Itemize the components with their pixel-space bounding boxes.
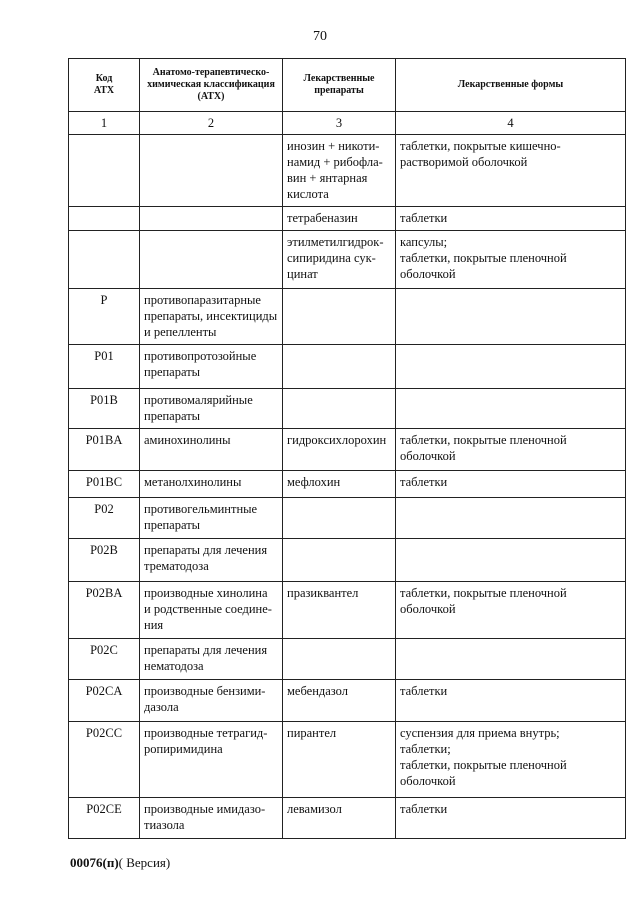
table-row: [69, 582, 626, 639]
table-row: [69, 798, 626, 839]
table-row: [69, 207, 626, 231]
table-row: [69, 345, 626, 389]
cell-drug: [283, 345, 396, 389]
cell-forms: таблетки, покрытые кишечно- растворимой оболочкой: [396, 135, 626, 207]
table-row: [69, 289, 626, 345]
header-drugs: Лекарственные препараты: [283, 59, 396, 112]
table-row: [69, 722, 626, 798]
cell-code: [69, 135, 140, 207]
column-number-row: [69, 112, 626, 135]
cell-forms: [396, 289, 626, 345]
table-row: [69, 135, 626, 207]
cell-atc: [140, 135, 283, 207]
atc-table: [68, 58, 626, 839]
cell-drug: мебендазол: [283, 680, 396, 722]
table-row: [69, 389, 626, 429]
version-label: ( Версия): [118, 855, 171, 870]
header-forms: Лекарственные формы: [396, 59, 626, 112]
table-row: [69, 639, 626, 680]
cell-atc: препараты для лечения трематодоза: [140, 539, 283, 582]
cell-atc: противопротозойные препараты: [140, 345, 283, 389]
cell-code: P01BC: [69, 471, 140, 498]
column-number: 2: [140, 112, 283, 135]
table-row: [69, 680, 626, 722]
header-atc: Анатомо-терапевтическо- химическая классификация (АТХ): [140, 59, 283, 112]
table-row: [69, 471, 626, 498]
cell-code: P02C: [69, 639, 140, 680]
cell-drug: инозин + никоти- намид + рибофла- вин + янтарная кислота: [283, 135, 396, 207]
cell-atc: противогельминтные препараты: [140, 498, 283, 539]
cell-atc: производные тетрагид- ропиримидина: [140, 722, 283, 798]
cell-code: P02CA: [69, 680, 140, 722]
cell-forms: капсулы; таблетки, покрытые пленочной оболочкой: [396, 231, 626, 289]
cell-drug: [283, 498, 396, 539]
cell-atc: метанолхинолины: [140, 471, 283, 498]
cell-atc: [140, 231, 283, 289]
header-row: [69, 59, 626, 112]
document-footer: [70, 855, 170, 871]
cell-atc: аминохинолины: [140, 429, 283, 471]
cell-code: [69, 207, 140, 231]
cell-forms: таблетки, покрытые пленочной оболочкой: [396, 429, 626, 471]
cell-atc: противопаразитарные препараты, инсектициды и репелленты: [140, 289, 283, 345]
cell-drug: [283, 539, 396, 582]
column-number: 3: [283, 112, 396, 135]
cell-forms: таблетки, покрытые пленочной оболочкой: [396, 582, 626, 639]
cell-drug: левамизол: [283, 798, 396, 839]
cell-atc: производные хинолина и родственные соедине- ния: [140, 582, 283, 639]
cell-forms: таблетки: [396, 471, 626, 498]
cell-forms: таблетки: [396, 798, 626, 839]
cell-drug: [283, 639, 396, 680]
cell-forms: таблетки: [396, 680, 626, 722]
cell-drug: [283, 389, 396, 429]
cell-code: P: [69, 289, 140, 345]
cell-forms: таблетки: [396, 207, 626, 231]
cell-drug: празиквантел: [283, 582, 396, 639]
cell-atc: производные имидазо- тиазола: [140, 798, 283, 839]
table-row: [69, 231, 626, 289]
cell-forms: [396, 345, 626, 389]
cell-code: P02: [69, 498, 140, 539]
cell-forms: [396, 498, 626, 539]
cell-atc: препараты для лечения нематодоза: [140, 639, 283, 680]
cell-drug: мефлохин: [283, 471, 396, 498]
cell-code: P02B: [69, 539, 140, 582]
cell-code: [69, 231, 140, 289]
column-number: 1: [69, 112, 140, 135]
cell-forms: [396, 639, 626, 680]
cell-forms: суспензия для приема внутрь; таблетки; таблетки, покрытые пленочной оболочкой: [396, 722, 626, 798]
table-row: [69, 429, 626, 471]
cell-code: P02BA: [69, 582, 140, 639]
header-code: Код АТХ: [69, 59, 140, 112]
cell-atc: [140, 207, 283, 231]
cell-drug: [283, 289, 396, 345]
page-number: 70: [313, 29, 327, 44]
cell-drug: гидроксихлорохин: [283, 429, 396, 471]
cell-drug: этилметилгидрок- сипиридина сук- цинат: [283, 231, 396, 289]
cell-code: P02CC: [69, 722, 140, 798]
cell-code: P01B: [69, 389, 140, 429]
table-row: [69, 539, 626, 582]
cell-code: P01BA: [69, 429, 140, 471]
table-row: [69, 498, 626, 539]
cell-atc: противомалярийные препараты: [140, 389, 283, 429]
cell-code: P02CE: [69, 798, 140, 839]
cell-drug: тетрабеназин: [283, 207, 396, 231]
cell-forms: [396, 539, 626, 582]
cell-drug: пирантел: [283, 722, 396, 798]
cell-code: P01: [69, 345, 140, 389]
cell-forms: [396, 389, 626, 429]
column-number: 4: [396, 112, 626, 135]
document-code: 00076(п): [70, 855, 119, 870]
cell-atc: производные бензими- дазола: [140, 680, 283, 722]
